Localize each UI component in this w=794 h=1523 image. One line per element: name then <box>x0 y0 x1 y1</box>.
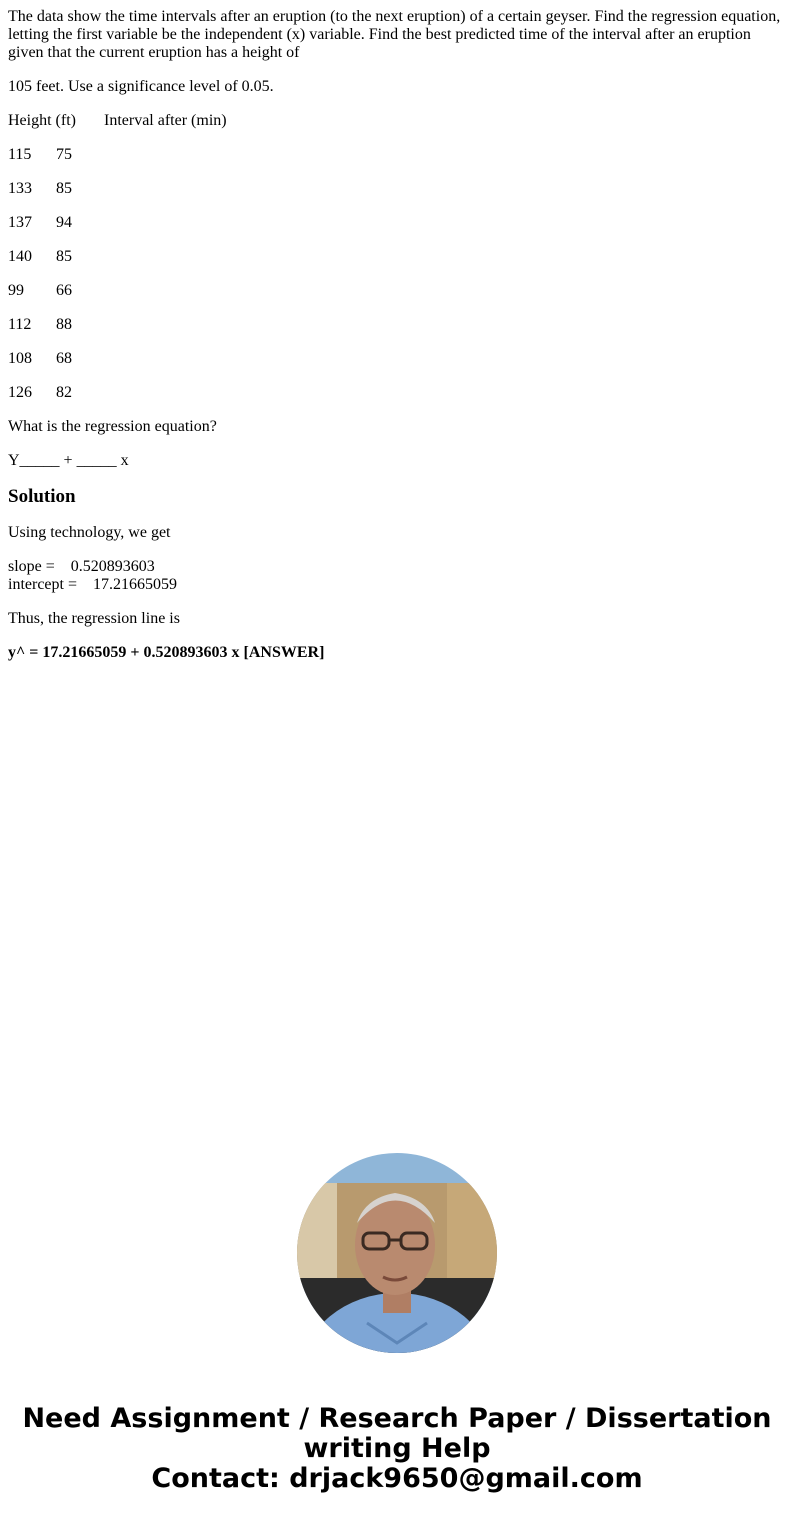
table-row <box>8 384 786 402</box>
table-row <box>8 214 786 232</box>
solution-heading: Solution <box>8 486 76 507</box>
question-height-line: 105 feet. Use a significance level of 0.05. <box>8 78 274 95</box>
cell-height: 112 <box>8 316 32 333</box>
document-body <box>8 8 786 678</box>
cell-height: 126 <box>8 384 32 401</box>
contact-footer <box>0 1404 794 1494</box>
table-row <box>8 180 786 198</box>
footer-line-2: writing Help <box>303 1433 491 1464</box>
thus-line: Thus, the regression line is <box>8 610 180 627</box>
footer-contact: Contact: drjack9650@gmail.com <box>151 1463 643 1494</box>
cell-interval: 68 <box>56 350 72 367</box>
cell-interval: 85 <box>56 248 72 265</box>
data-table <box>8 146 786 402</box>
blank-equation: Y_____ + _____ x <box>8 452 129 469</box>
cell-interval: 88 <box>56 316 72 333</box>
cell-height: 137 <box>8 214 32 231</box>
header-interval: Interval after (min) <box>104 112 227 129</box>
table-row <box>8 316 786 334</box>
header-height: Height (ft) <box>8 112 76 129</box>
table-header <box>8 112 786 130</box>
cell-height: 108 <box>8 350 32 367</box>
table-row <box>8 146 786 164</box>
footer-line-1: Need Assignment / Research Paper / Dissertation <box>22 1403 772 1434</box>
answer-line: y^ = 17.21665059 + 0.520893603 x [ANSWER] <box>8 644 325 661</box>
cell-interval: 85 <box>56 180 72 197</box>
author-photo <box>297 1153 497 1353</box>
author-avatar <box>297 1153 497 1353</box>
table-row <box>8 282 786 300</box>
table-row <box>8 350 786 368</box>
question-intro: The data show the time intervals after an eruption (to the next eruption) of a certain geyser. Find the regression equation, letting the first variable be the independent (x) variable. Find the best predicted time of the interval after an eruption given that the current eruption has a height of <box>8 8 781 61</box>
cell-height: 115 <box>8 146 32 163</box>
cell-interval: 75 <box>56 146 72 163</box>
cell-height: 140 <box>8 248 32 265</box>
intercept-line: intercept = 17.21665059 <box>8 576 177 593</box>
question-prompt: What is the regression equation? <box>8 418 217 435</box>
cell-height: 133 <box>8 180 32 197</box>
slope-line: slope = 0.520893603 <box>8 558 155 575</box>
cell-height: 99 <box>8 282 24 299</box>
cell-interval: 94 <box>56 214 72 231</box>
solution-tech-line: Using technology, we get <box>8 524 171 541</box>
cell-interval: 82 <box>56 384 72 401</box>
table-row <box>8 248 786 266</box>
cell-interval: 66 <box>56 282 72 299</box>
